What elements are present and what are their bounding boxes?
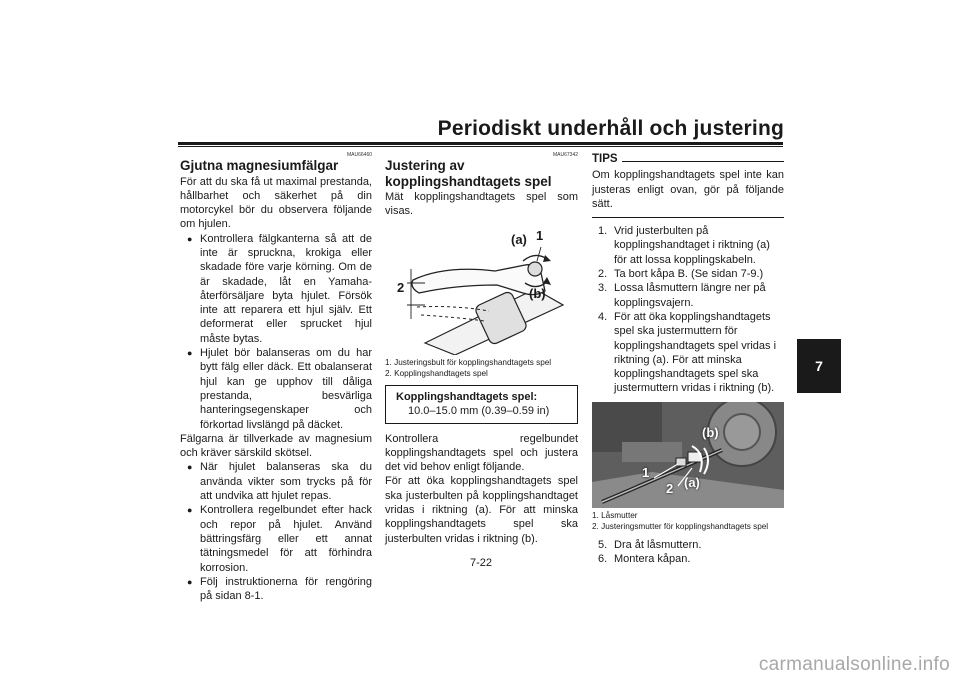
section-heading-clutch: Justering av kopplingshandtagets spel	[385, 158, 552, 189]
step-item	[592, 281, 784, 310]
section-code: MAU67342	[552, 152, 578, 158]
bullet-item: ● När hjulet balanseras ska du använda vikter som trycks på för att undvika att hjulet repas.	[180, 460, 372, 503]
step-text: Lossa låsmuttern längre ner på kopplingsvajern.	[614, 282, 766, 309]
step-number: 3.	[598, 282, 608, 295]
tips-header	[592, 152, 784, 166]
right-column	[592, 152, 784, 566]
step-number: 1.	[598, 225, 608, 238]
tips-text: Om kopplingshandtagets spel inte kan justeras enligt ovan, gör på följande sätt.	[592, 169, 784, 210]
step-text: Montera kåpan.	[614, 553, 691, 566]
step-text: Dra åt låsmuttern.	[614, 538, 702, 551]
figure-label-a: (a)	[511, 231, 527, 247]
wheels-intro: För att du ska få ut maximal prestanda, hållbarhet och säkerhet på din motorcykel bör du observera följande om hjulen.	[180, 175, 372, 231]
bullet-item: ● Kontrollera regelbundet efter hack och repor på hjulet. Använd bättringsfärg eller ett annat tätningsmedel för att förhindra korrosion.	[180, 503, 372, 574]
figure-label-2: 2	[397, 279, 405, 295]
bullet-item: ● Kontrollera fälgkanterna så att de inte är spruckna, krokiga eller skadade före varje körning. Om de är skadade, låt en Yamaha-återförsäljare byta hjulet. Försök inte att reparera ett hjul själv. Ett deformerat eller sprucket hjul måste bytas.	[180, 232, 372, 346]
caption-item: 1. Justeringsbult för kopplingshandtagets spel	[385, 357, 552, 367]
step-number: 4.	[598, 310, 608, 323]
clutch-lever-illustration	[385, 225, 577, 355]
clutch-lever-drawing	[385, 225, 577, 355]
figure-label-1: 1	[536, 227, 544, 243]
photo-label-1: 1	[642, 464, 650, 480]
step-item	[592, 224, 784, 267]
bullet-item: ● Följ instruktionerna för rengöring på sidan 8-1.	[180, 575, 372, 604]
page-header-title: Periodiskt underhåll och justering	[437, 117, 784, 140]
tips-label: TIPS	[592, 153, 618, 165]
clutch-body: Kontrollera regelbundet kopplingshandtagets spel och justera det vid behov enligt följande.	[385, 432, 578, 474]
step-number: 2.	[598, 268, 608, 281]
spec-value: 10.0–15.0 mm (0.39–0.59 in)	[408, 404, 550, 417]
figure-caption	[385, 357, 578, 379]
caption-item: 1. Låsmutter	[592, 510, 638, 520]
wheels-mid-text: Fälgarna är tillverkade av magnesium och kräver särskild skötsel.	[180, 432, 372, 460]
caption-item: 2. Justeringsmutter för kopplingshandtagets spel	[592, 521, 769, 531]
middle-column	[385, 152, 578, 546]
photo-caption	[592, 510, 784, 532]
photo-label-a: (a)	[684, 474, 700, 490]
step-number: 5.	[598, 538, 608, 551]
engine-photo-drawing	[592, 402, 784, 508]
step-number: 6.	[598, 553, 608, 566]
step-item	[592, 310, 784, 396]
figure-label-b: (b)	[529, 285, 546, 301]
photo-label-2: 2	[666, 480, 674, 496]
step-item	[592, 552, 784, 566]
header-rule-thin	[178, 146, 783, 147]
tips-rule	[622, 161, 784, 162]
step-item	[592, 538, 784, 552]
step-item	[592, 267, 784, 281]
clutch-intro: Mät kopplingshandtagets spel som visas.	[385, 191, 578, 218]
watermark-text: carmanualsonline.info	[758, 654, 950, 675]
page-number: 7-22	[470, 557, 493, 569]
photo-label-b: (b)	[702, 424, 719, 440]
engine-photo	[592, 402, 784, 508]
step-text: Ta bort kåpa B. (Se sidan 7-9.)	[614, 268, 764, 281]
section-heading-wheels: Gjutna magnesiumfälgar	[180, 158, 339, 173]
section-code: MAU66460	[346, 152, 372, 158]
header-rule	[178, 142, 783, 145]
left-column	[180, 152, 372, 603]
step-text: För att öka kopplingshandtagets spel ska justermuttern för kopplingshandtagets spel vridas i riktning (a). För att minska kopplingshandtagets spel ska justermuttern vridas i riktning (b).	[614, 310, 777, 395]
step-text: Vrid justerbulten på kopplingshandtaget i riktning (a) för att lossa kopplingskabeln.	[614, 225, 770, 266]
caption-item: 2. Kopplingshandtagets spel	[385, 368, 488, 378]
bullet-item: ● Hjulet bör balanseras om du har bytt fälg eller däck. Ett obalanserat hjul kan ge upphov till dåliga prestanda, besvärliga hanteringsegenskaper och förkortad livslängd på däcket.	[180, 346, 372, 432]
chapter-tab: 7	[797, 339, 841, 393]
spec-label: Kopplingshandtagets spel:	[396, 390, 538, 403]
clutch-body-2: För att öka kopplingshandtagets spel ska justerbulten på kopplingshandtaget vridas i riktning (a). För att minska kopplingshandtagets spel ska justerbulten vridas i riktning (b).	[385, 475, 578, 545]
tips-end-rule	[592, 217, 784, 218]
spec-box	[385, 385, 578, 424]
